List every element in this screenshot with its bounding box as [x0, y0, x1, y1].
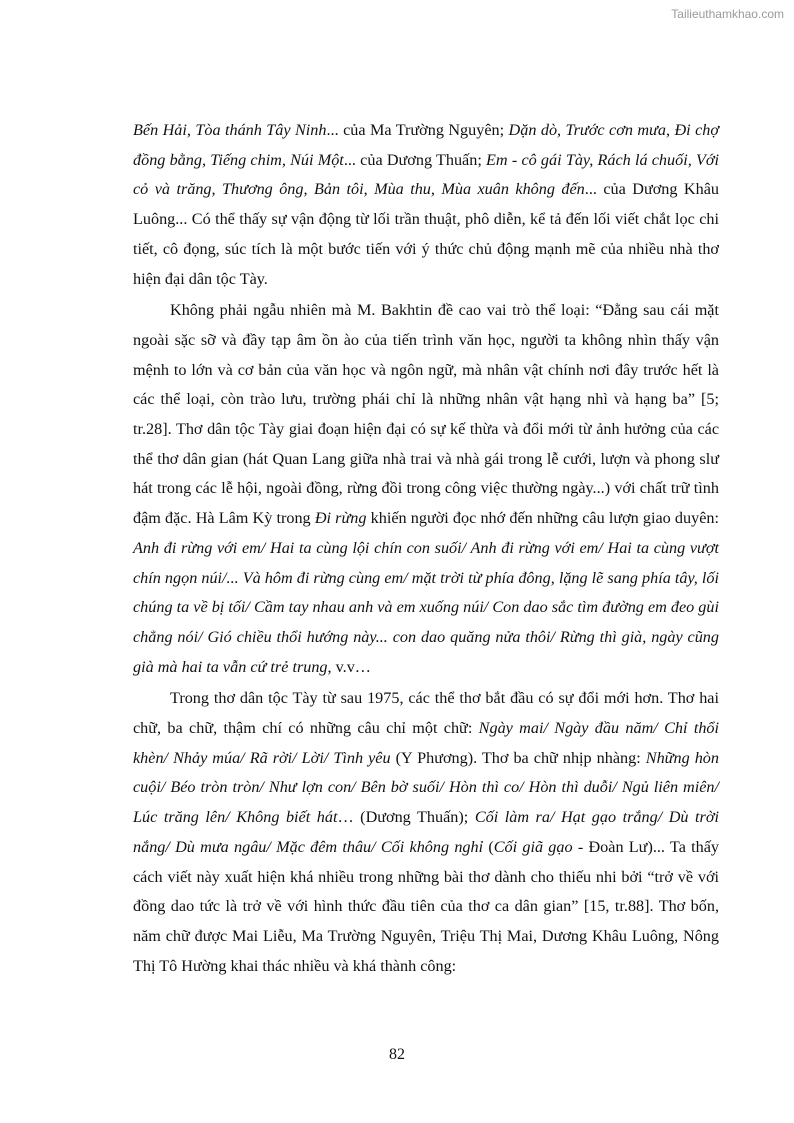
italic-text: Dặn dò, Trước cơn mưa, Đi chợ đồng bằng, Tiếng chim, Núi Một — [133, 121, 720, 169]
text-run: ... của Dương Thuấn; — [343, 150, 487, 169]
text-run: ( — [483, 837, 494, 856]
italic-text: Ngày mai/ Ngày đầu năm/ Chỉ thổi khèn/ Nhảy múa/ Rã rời/ Lời/ Tình yêu — [133, 719, 720, 767]
text-run: ... của Dương Khâu Luông... Có thể thấy sự vận động từ lối trần thuật, phô diễn, kể tả đến lối viết chắt lọc chi tiết, cô đọng, súc tích là một bước tiến với ý thức chủ động mạnh mẽ của nhiều nhà thơ hiện đại dân tộc Tày. — [133, 180, 719, 288]
italic-text: Cối giã gạo — [493, 837, 573, 856]
page-body — [133, 116, 719, 981]
italic-text: Những hòn cuội/ Béo tròn tròn/ Như lợn con/ Bên bờ suối/ Hòn thì co/ Hòn thì duỗi/ Ngủ liên miên/ Lúc trăng lên/ Không biết hát — [133, 748, 719, 827]
watermark: Tailieuthamkhao.com — [671, 7, 784, 21]
text-run: - Đoàn Lư)... Ta thấy cách viết này xuất hiện khá nhiều trong những bài thơ dành cho thiếu nhi bởi “trở về với đồng dao tức là trở về với hình thức đầu tiên của thơ ca dân gian” [15, tr.88]. Thơ bốn, năm chữ được Mai Liễu, Ma Trường Nguyên, Triệu Thị Mai, Dương Khâu Luông, Nông Thị Tô Hường khai thác nhiều và khá thành công: — [133, 837, 719, 975]
text-run: ... của Ma Trường Nguyên; — [326, 121, 509, 139]
text-run: Không phải ngẫu nhiên mà M. Bakhtin đề cao vai trò thể loại: “Đằng sau cái mặt ngoài sặc sỡ và đầy tạp âm ồn ào của tiến trình văn học, người ta không nhìn thấy vận mệnh to lớn và cơ bản của văn học và ngôn ngữ, mà nhân vật chính nơi đây trước hết là các thể loại, còn trào lưu, trường phái chỉ là những nhân vật hạng nhì và hạng ba” [5; tr.28]. Thơ dân tộc Tày giai đoạn hiện đại có sự kế thừa và đổi mới từ ảnh hưởng của các thể thơ dân gian (hát Quan Lang giữa nhà trai và nhà gái trong lễ cưới, lượn và phong slư hát trong các lễ hội, ngoài đồng, rừng đồi trong công việc thường ngày...) với chất trữ tình đậm đặc. Hà Lâm Kỳ trong — [133, 301, 719, 528]
page-number: 82 — [389, 1046, 405, 1063]
text-run: khiến người đọc nhớ đến những câu lượn giao duyên: — [366, 509, 719, 528]
italic-text: Đi rừng — [314, 509, 367, 528]
text-run: (Y Phương). Thơ ba chữ nhịp nhàng: — [390, 748, 646, 767]
italic-text: Bến Hải, Tòa thánh Tây Ninh — [133, 121, 327, 139]
paragraph-1 — [133, 116, 719, 294]
text-run: , v.v… — [327, 657, 371, 676]
italic-text: Cối làm ra/ Hạt gạo trắng/ Dù trời nắng/ Dù mưa ngâu/ Mặc đêm thâu/ Cối không nghỉ — [133, 808, 719, 856]
italic-text: Anh đi rừng với em/ Hai ta cùng lội chín con suối/ Anh đi rừng với em/ Hai ta cùng vượt chín ngọn núi/... Và hôm đi rừng cùng em/ mặt trời từ phía đông, lặng lẽ sang phía tây, lối chúng ta về bị tối/ Cầm tay nhau anh và em xuống núi/ Con dao sắc tìm đường em đeo gùi chẳng nói/ Gió chiều thổi hướng này... con dao quăng nửa thôi/ Rừng thì già, ngày cũng già mà hai ta vẫn cứ trẻ trung — [133, 538, 719, 676]
text-run: Trong thơ dân tộc Tày từ sau 1975, các thể thơ bắt đầu có sự đổi mới hơn. Thơ hai chữ, ba chữ, thậm chí có những câu chỉ một chữ: — [133, 689, 719, 738]
paragraph-2 — [133, 296, 719, 682]
paragraph-3 — [133, 684, 719, 981]
italic-text: Em - cô gái Tày, Rách lá chuối, Với cỏ và trăng, Thương ông, Bản tôi, Mùa thu, Mùa xuân không đến — [133, 150, 719, 199]
text-run: … (Dương Thuấn); — [337, 808, 475, 827]
